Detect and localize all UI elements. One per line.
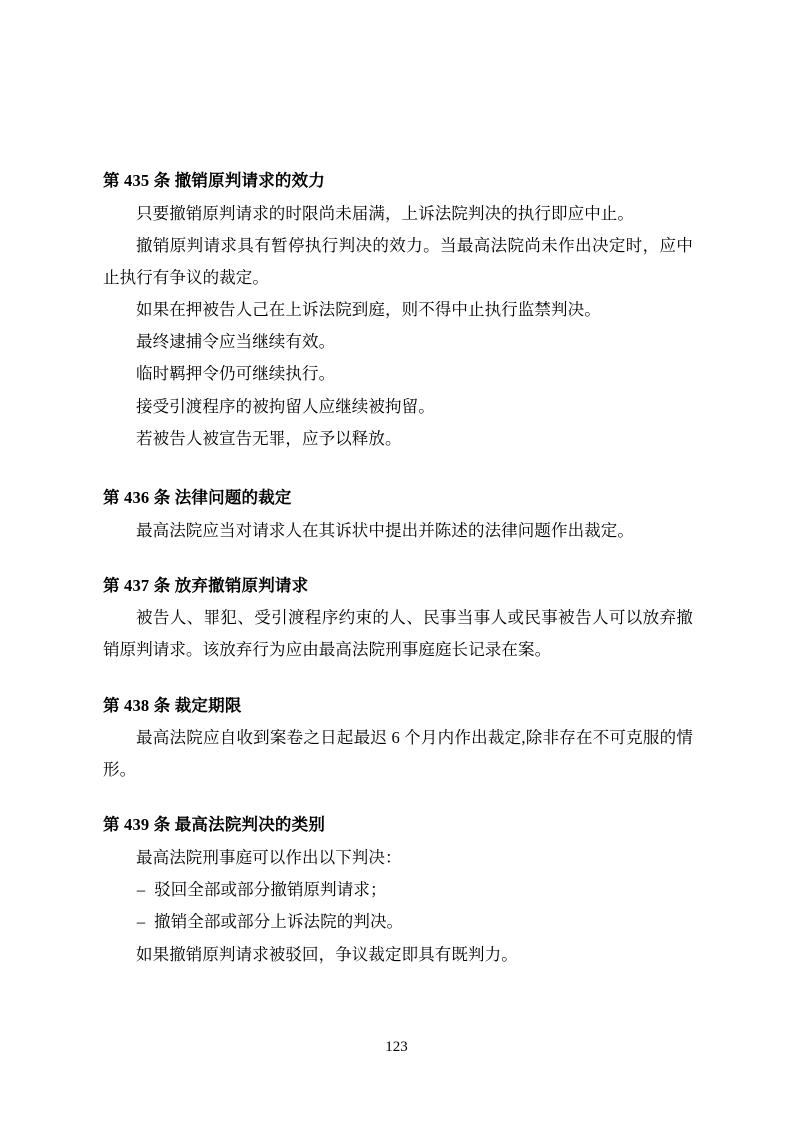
dash-bullet-icon: – xyxy=(136,912,146,932)
article-435-paragraph-3: 如果在押被告人己在上诉法院到庭，则不得中止执行监禁判决。 xyxy=(136,300,601,320)
article-439-list-item-1 xyxy=(103,874,693,906)
article-435-paragraph-4: 最终逮捕令应当继续有效。 xyxy=(136,332,336,352)
article-439 xyxy=(103,812,693,970)
section-spacer xyxy=(103,786,693,812)
article-435-heading: 第 435 条 撤销原判请求的效力 xyxy=(103,171,326,190)
article-439-heading: 第 439 条 最高法院判决的类别 xyxy=(103,815,326,835)
article-437 xyxy=(103,573,693,667)
article-438-heading: 第 438 条 裁定期限 xyxy=(103,695,242,715)
document-body xyxy=(103,168,693,971)
article-437-paragraph-1: 被告人、罪犯、受引渡程序约束的人、民事当事人或民事被告人可以放弃撤销原判请求。该放弃行为应由最高法院刑事庭庭长记录在案。 xyxy=(103,608,693,660)
article-438-paragraph-1: 最高法院应自收到案卷之日起最迟 6 个月内作出裁定,除非存在不可克服的情形。 xyxy=(103,728,693,780)
article-436-paragraph-1: 最高法院应当对请求人在其诉状中提出并陈述的法律问题作出裁定。 xyxy=(136,520,634,540)
section-spacer xyxy=(103,667,693,693)
article-439-intro: 最高法院刑事庭可以作出以下判决： xyxy=(136,848,402,868)
section-spacer xyxy=(103,547,693,573)
article-439-closing: 如果撤销原判请求被驳回，争议裁定即具有既判力。 xyxy=(136,944,518,964)
article-439-list-item-2 xyxy=(103,906,693,938)
article-436-heading: 第 436 条 法律问题的裁定 xyxy=(103,487,292,507)
article-435-paragraph-2: 撤销原判请求具有暂停执行判决的效力。当最高法院尚未作出决定时，应中止执行有争议的裁定。 xyxy=(103,235,693,287)
section-spacer xyxy=(103,455,693,485)
page-number: 123 xyxy=(385,1039,408,1055)
article-435-paragraph-1: 只要撤销原判请求的时限尚未届满，上诉法院判决的执行即应中止。 xyxy=(136,203,634,223)
list-item-text: 驳回全部或部分撤销原判请求； xyxy=(154,880,387,900)
article-435-paragraph-6: 接受引渡程序的被拘留人应继续被拘留。 xyxy=(136,396,435,416)
article-435-paragraph-5: 临时羁押令仍可继续执行。 xyxy=(136,364,336,384)
list-item-text: 撤销全部或部分上诉法院的判决。 xyxy=(154,912,404,932)
dash-bullet-icon: – xyxy=(136,880,146,900)
article-435 xyxy=(103,168,693,455)
article-435-paragraph-7: 若被告人被宣告无罪，应予以释放。 xyxy=(136,428,402,448)
article-437-heading: 第 437 条 放弃撤销原判请求 xyxy=(103,575,309,595)
article-436 xyxy=(103,485,693,547)
article-438 xyxy=(103,693,693,787)
